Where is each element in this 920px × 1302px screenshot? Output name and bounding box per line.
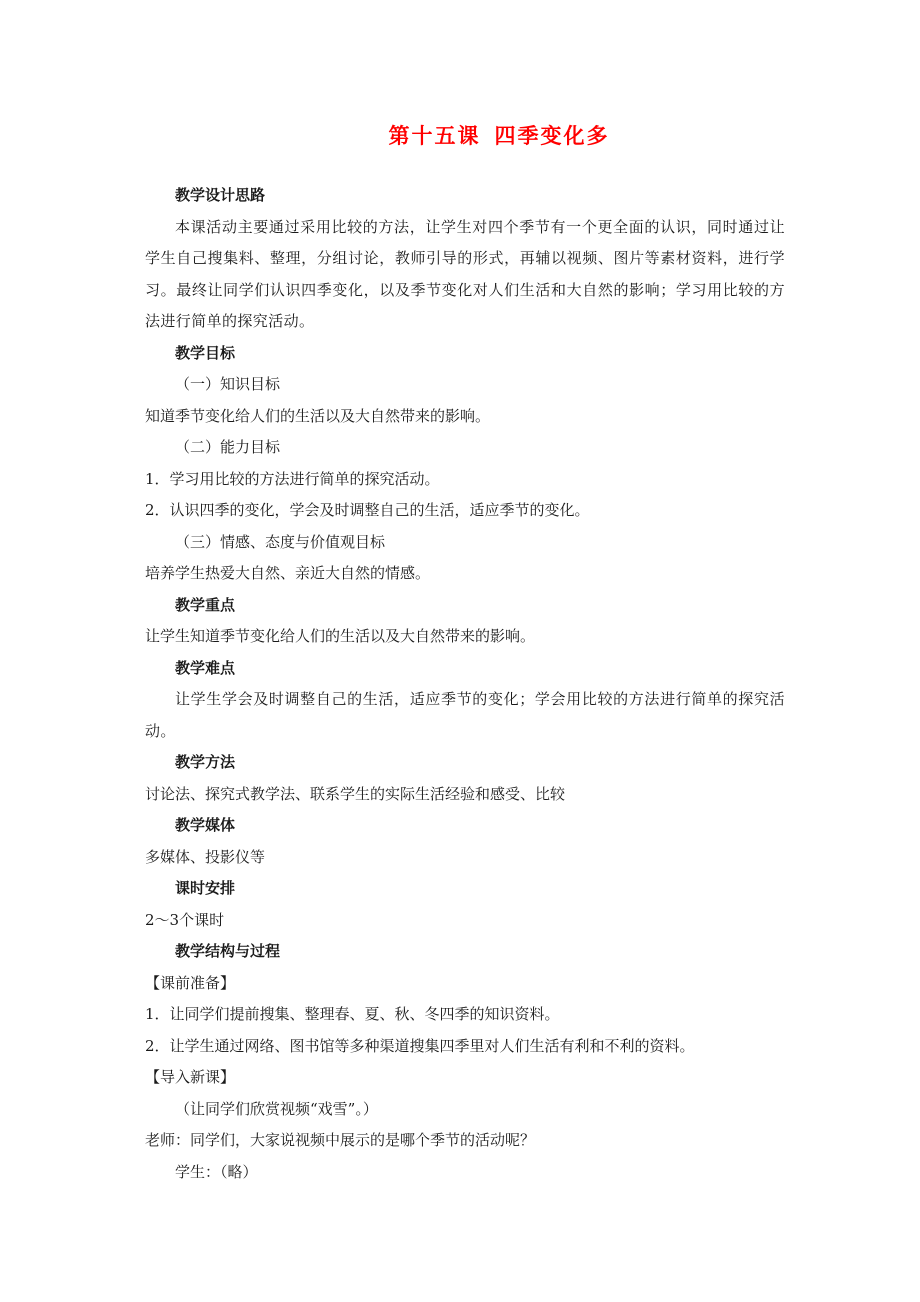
- prep-label: 【课前准备】: [145, 973, 236, 992]
- goal1-label: （一）知识目标: [175, 375, 281, 393]
- schedule-heading: 课时安排: [175, 879, 236, 897]
- key-heading: 教学重点: [175, 595, 236, 614]
- schedule-text: 2～3个课时: [145, 910, 225, 929]
- goal3-text: 培养学生热爱大自然、亲近大自然的情感。: [145, 564, 431, 582]
- intro-note: （让同学们欣赏视频“戏雪”。）: [175, 1099, 378, 1118]
- method-text: 讨论法、探究式教学法、联系学生的实际生活经验和感受、比较: [145, 784, 566, 803]
- media-text: 多媒体、投影仪等: [145, 847, 266, 866]
- lesson-number: 第十五课: [388, 123, 481, 148]
- prep-item-1: 1．让同学们提前搜集、整理春、夏、秋、冬四季的知识资料。: [145, 1005, 560, 1023]
- lesson-title: [0, 120, 920, 150]
- student-line: 学生：（略）: [175, 1162, 258, 1181]
- design-heading: 教学设计思路: [175, 186, 266, 204]
- goal1-text: 知道季节变化给人们的生活以及大自然带来的影响。: [145, 406, 491, 425]
- document-body: [145, 180, 785, 1188]
- goal2-item-2: 2．认识四季的变化，学会及时调整自己的生活，适应季节的变化。: [145, 501, 590, 519]
- media-heading: 教学媒体: [175, 816, 236, 834]
- teacher-line: 老师：同学们，大家说视频中展示的是哪个季节的活动呢？: [145, 1131, 536, 1149]
- prep-item-2: 2．让学生通过网络、图书馆等多种渠道搜集四季里对人们生活有利和不利的资料。: [145, 1036, 695, 1055]
- intro-label: 【导入新课】: [145, 1068, 236, 1086]
- lesson-name: 四季变化多: [494, 123, 610, 148]
- key-text: 让学生知道季节变化给人们的生活以及大自然带来的影响。: [145, 627, 536, 645]
- goal2-item-1: 1．学习用比较的方法进行简单的探究活动。: [145, 469, 440, 488]
- goal2-label: （二）能力目标: [175, 438, 281, 456]
- structure-heading: 教学结构与过程: [175, 942, 281, 960]
- method-heading: 教学方法: [175, 753, 236, 771]
- goals-heading: 教学目标: [175, 343, 236, 362]
- difficulty-heading: 教学难点: [175, 658, 236, 677]
- design-paragraph: 本课活动主要通过采用比较的方法，让学生对四个季节有一个更全面的认识，同时通过让学生自己搜集料、整理，分组讨论，教师引导的形式，再辅以视频、图片等素材资料，进行学习。最终让同学们认识四季变化，以及季节变化对人们生活和大自然的影响；学习用比较的方法进行简单的探究活动。: [145, 217, 785, 330]
- difficulty-text: 让学生学会及时调整自己的生活，适应季节的变化；学会用比较的方法进行简单的探究活动。: [145, 690, 785, 740]
- goal3-label: （三）情感、态度与价值观目标: [175, 532, 386, 551]
